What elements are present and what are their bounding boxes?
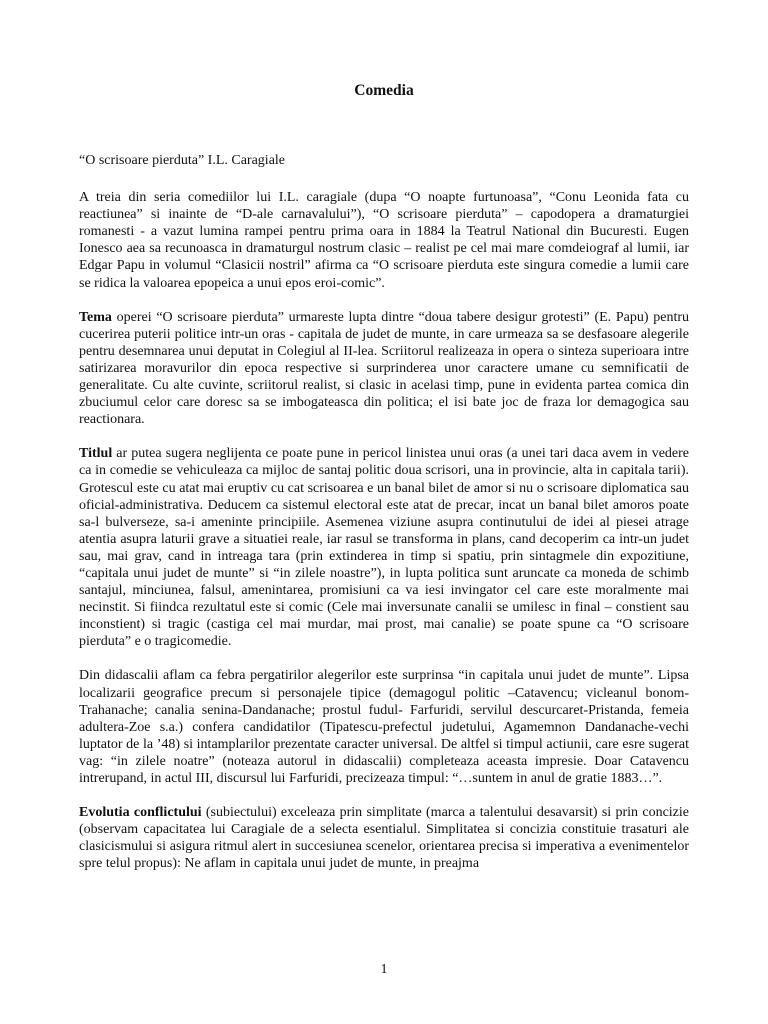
document-subtitle: “O scrisoare pierduta” I.L. Caragiale <box>79 153 286 168</box>
document-title: Comedia <box>354 82 414 99</box>
titlul-paragraph <box>79 445 689 650</box>
tema-text: operei “O scrisoare pierduta” urmareste lupta dintre “doua tabere desigur grotesti” (E. Papu) pentru cucerirea puterii politice intr-un oras - capitala de judet de munte, in care urmeaza sa se desfasoare alegerile pentru desemnarea unui deputat in Colegiul al II-lea. Scriitorul realizeaza in opera o sinteza superioara intre satirizarea moravurilor din epoca respective si surprinderea unor caractere umane cu semnificatii de generalitate. Cu alte cuvinte, scriitorul realist, si clasic in acelasi timp, pune in evidenta partea comica din zbuciumul celor care doresc sa se imbogateasca din politica; el isi bate joc de fraza lor demagogica sau reactionara. <box>79 309 689 428</box>
tema-heading: Tema <box>79 309 112 325</box>
didascalii-paragraph: Din didascalii aflam ca febra pergatirilor alegerilor este surprinsa “in capitala unui judet de munte”. Lipsa localizarii geografice precum si personajele tipice (demagogul politic –Catavencu; vicleanul bonom-Trahanache; canalia senina-Dandanache; prostul fudul- Farfuridi, servilul descurcaret-Pristanda, femeia adultera-Zoe s.a.) confera candidatilor (Tipatescu-prefectul judetului, Agamemnon Dandanache-vechi luptator de la ’48) si intamplarilor prezentate caracter universal. De altfel si timpul actiunii, care esre sugerat vag: “in zilele noatre” (noteaza autorul in didascalii) completeaza aceasta impresie. Doar Catavencu intrerupand, in actul III, discursul lui Farfuridi, precizeaza timpul: “…suntem in anul de gratie 1883…”. <box>79 668 689 786</box>
evolutia-paragraph <box>79 804 689 872</box>
titlul-text: ar putea sugera neglijenta ce poate pune in pericol linistea unui oras (a unei tari daca avem in vedere ca in comedie se vehiculeaza ca mijloc de santaj politic doua scrisori, una in provincie, alta in capitala tarii). Grotescul este cu atat mai eruptiv cu cat scrisoarea e un banal bilet de amor si nu o scrisoare diplomatica sau oficial-administrativa. Deducem ca sistemul electoral este atat de precar, incat un banal bilet amoros poate sa-l bulverseze, sa-i ameninte principiile. Asemenea viziune asupra continutului de idei al piesei atrage atentia asupra laturii grave a situatiei reale, iar rasul se transforma in plans, cand decoperim ca intr-un judet sau, mai grav, cand in intreaga tara (prin extinderea in timp si spatiu, prin sintagmele din expozitiune, “capitala unui judet de munte” si “in zilele noastre”), in lupta politica sunt aruncate ca moneda de schimb santajul, minciunea, falsul, amenintarea, promisiuni ca va iesi invingator cel care este moralmente mai necinstit. Si fiindca rezultatul este si comic (Cele mai inversunate canalii se umilesc in final – constient sau inconstient) si tragic (castiga cel mai murdar, mai prost, mai canalie) se poate spune ca “O scrisoare pierduta” e o tragicomedie. <box>79 446 689 650</box>
document-body <box>79 152 689 889</box>
tema-paragraph <box>79 309 689 429</box>
titlul-heading: Titlul <box>79 446 113 462</box>
evolutia-text: (subiectului) exceleaza prin simplitate (marca a talentului desavarsit) si prin concizie (observam capacitatea lui Caragiale de a selecta esentialul. Simplitatea si concizia constituie trasaturi ale clasicismului si asigura ritmul alert in succesiunea scenelor, orientarea precisa si imperativa a evenimentelor spre telul propus): Ne aflam in capitala unui judet de munte, in preajma <box>79 805 689 872</box>
page-number: 1 <box>380 962 388 977</box>
intro-paragraph: A treia din seria comediilor lui I.L. caragiale (dupa “O noapte furtunoasa”, “Conu Leonida fata cu reactiunea” si inainte de “D-ale carnavalului”), “O scrisoare pierduta” – capodopera a dramaturgiei romanesti - a vazut lumina rampei pentru prima oara in 1884 la Teatrul National din Bucuresti. Eugen Ionesco aea sa recunoasca in dramaturgul nostrum clasic – realist pe cel mai mare comdeiograf al lumii, iar Edgar Papu in volumul “Clasicii nostril” afirma ca “O scrisoare pierduta este singura comedie a lumii care se ridica la valoarea epopeica a unui epos eroi-comic”. <box>79 190 689 291</box>
evolutia-heading: Evolutia conflictului <box>79 805 202 821</box>
